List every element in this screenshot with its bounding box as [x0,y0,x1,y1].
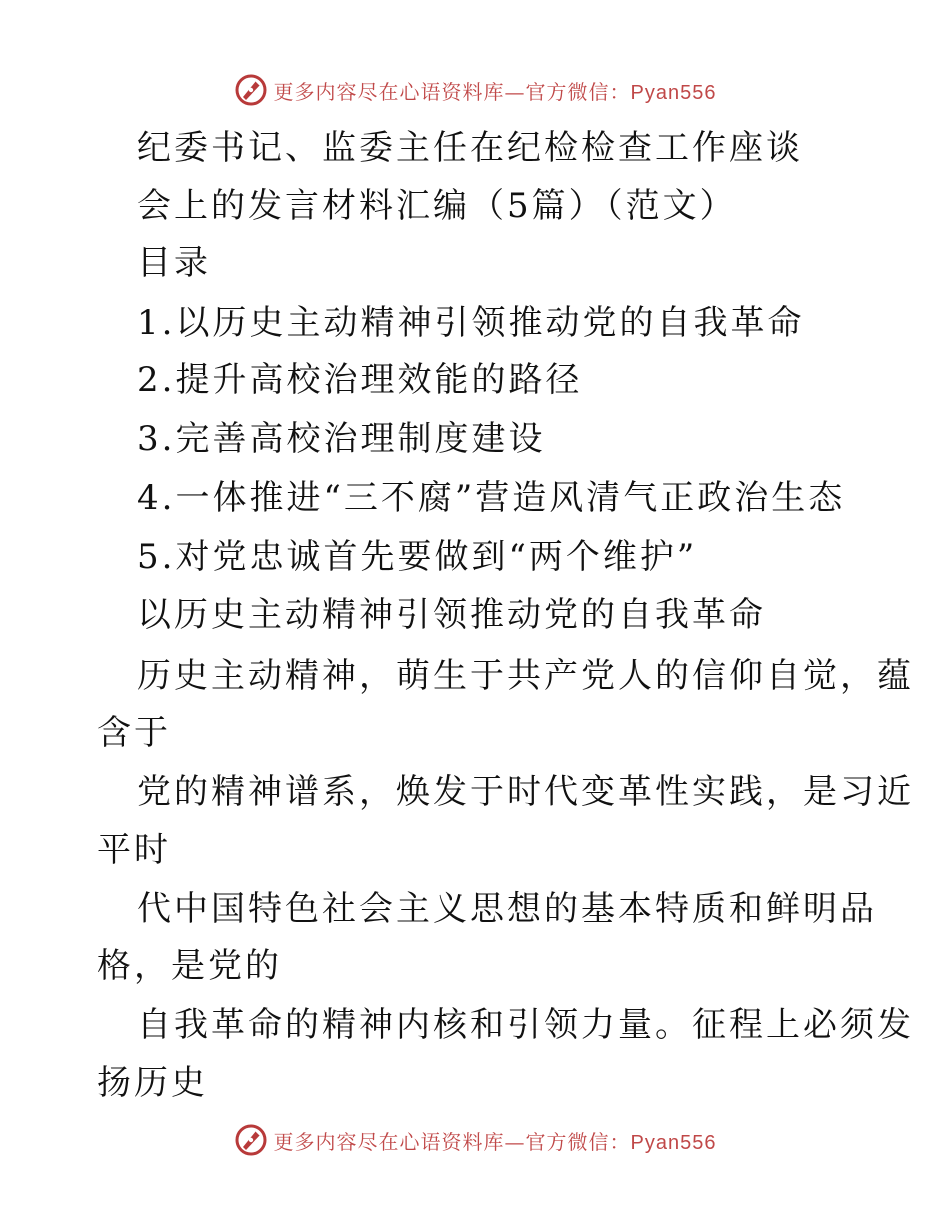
body-line: 自我革命的精神内核和引领力量。征程上必须发 [137,1005,914,1045]
body-line: 含于 [97,713,171,753]
header-wechat-id: Pyan556 [630,81,717,104]
header-banner-text [274,76,717,105]
footer-wechat-id: Pyan556 [630,1131,717,1154]
body-line: 历史主动精神，萌生于共产党人的信仰自觉，蕴 [137,656,914,696]
section-heading: 以历史主动精神引领推动党的自我革命 [137,595,766,635]
body-line: 格，是党的 [97,946,282,986]
body-line: 党的精神谱系，焕发于时代变革性实践，是习近 [137,772,914,812]
toc-item: 4.一体推进“三不腐”营造风清气正政治生态 [137,478,846,518]
pen-nib-logo-icon [234,73,268,107]
footer-banner-label: 更多内容尽在心语资料库—官方微信： [273,1129,631,1154]
toc-item: 3.完善高校治理制度建设 [137,419,546,459]
document-title-line-1: 纪委书记、监委主任在纪检检查工作座谈 [137,128,803,168]
toc-item: 5.对党忠诚首先要做到“两个维护” [137,537,698,577]
pen-nib-logo-icon [234,1123,268,1157]
header-banner-label: 更多内容尽在心语资料库—官方微信： [273,79,631,104]
toc-heading: 目录 [137,243,211,283]
document-title-line-2: 会上的发言材料汇编（5篇）（范文） [137,186,737,226]
body-line: 扬历史 [97,1063,208,1103]
toc-item: 1.以历史主动精神引领推动党的自我革命 [137,303,805,343]
footer-banner [0,1120,950,1160]
footer-banner-text [274,1126,717,1155]
body-line: 平时 [97,830,171,870]
toc-item: 2.提升高校治理效能的路径 [137,360,583,400]
body-line: 代中国特色社会主义思想的基本特质和鲜明品 [137,889,877,929]
header-banner [0,70,950,110]
